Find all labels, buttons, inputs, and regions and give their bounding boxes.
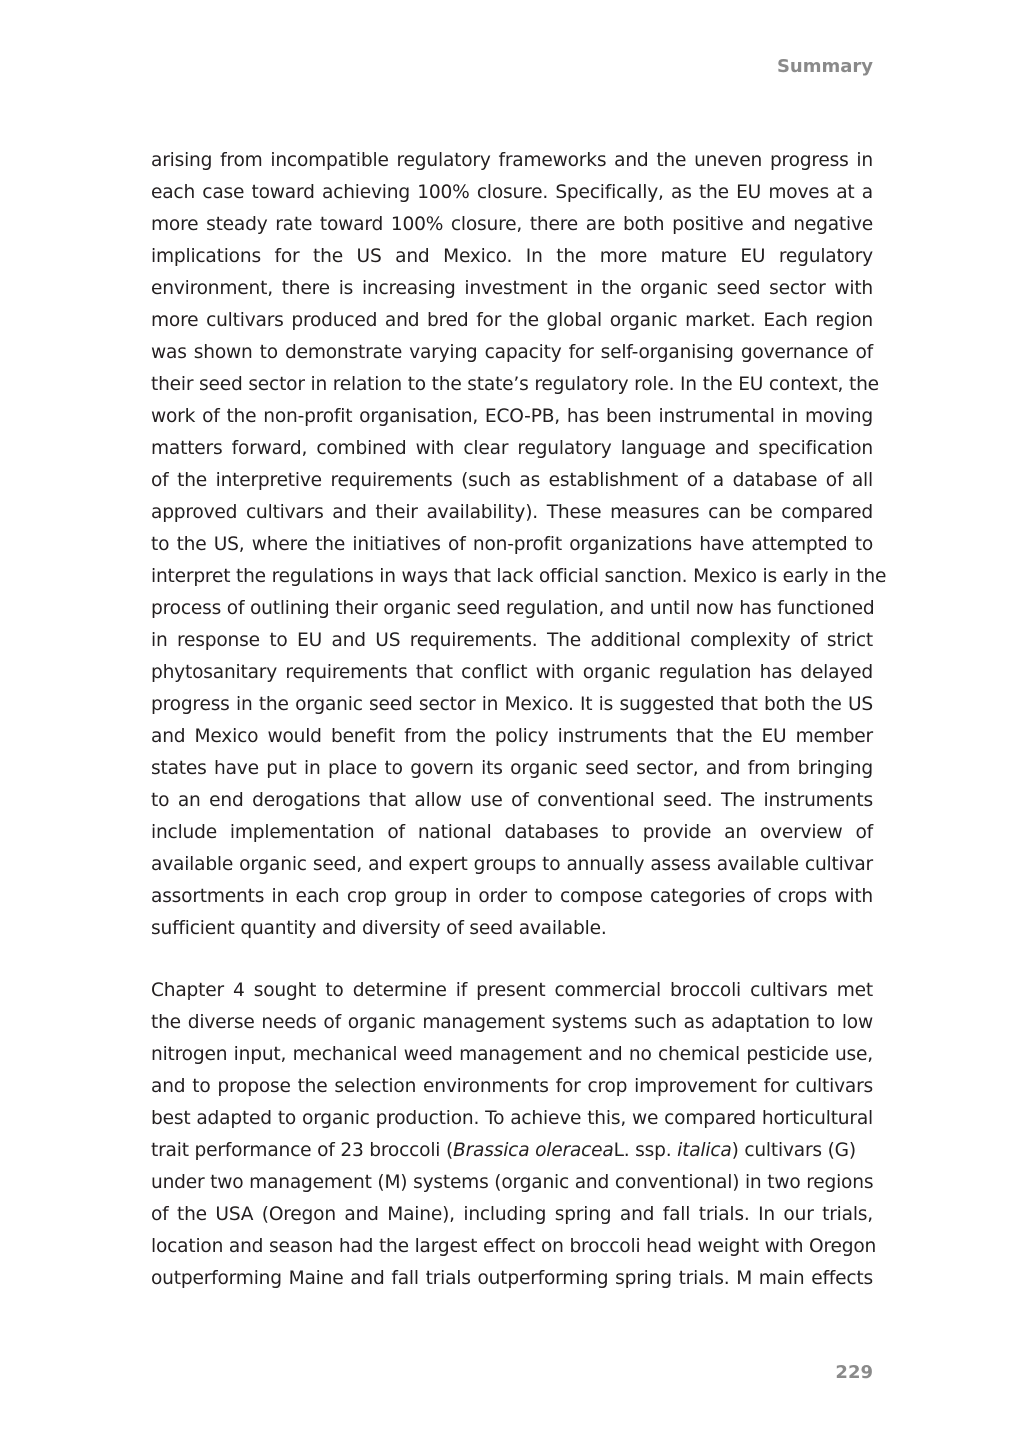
text-line: was shown to demonstrate varying capacity for self-organising governance of: [151, 342, 873, 363]
text-line: location and season had the largest effect on broccoli head weight with Oregon: [151, 1236, 877, 1257]
text-line: process of outlining their organic seed regulation, and until now has functioned: [151, 598, 875, 619]
paragraph-1: [151, 145, 887, 945]
text-line: interpret the regulations in ways that lack official sanction. Mexico is early in the: [151, 566, 887, 587]
text-line: and to propose the selection environments for crop improvement for cultivars: [151, 1076, 873, 1097]
text-line: arising from incompatible regulatory frameworks and the uneven progress in: [151, 150, 873, 171]
text-segment: L. ssp.: [613, 1140, 678, 1161]
text-line: nitrogen input, mechanical weed management and no chemical pesticide use,: [151, 1044, 873, 1065]
text-line: more cultivars produced and bred for the global organic market. Each region: [151, 310, 873, 331]
text-line: assortments in each crop group in order to compose categories of crops with: [151, 886, 873, 907]
text-line: more steady rate toward 100% closure, there are both positive and negative: [151, 214, 873, 235]
subspecies-name: italica: [677, 1140, 732, 1161]
text-line: progress in the organic seed sector in Mexico. It is suggested that both the US: [151, 694, 873, 715]
text-segment: ) cultivars (G): [731, 1140, 856, 1161]
text-line: environment, there is increasing investment in the organic seed sector with: [151, 278, 873, 299]
text-line: include implementation of national databases to provide an overview of: [151, 822, 873, 843]
text-line: outperforming Maine and fall trials outperforming spring trials. M main effects: [151, 1268, 873, 1289]
text-line: approved cultivars and their availability). These measures can be compared: [151, 502, 873, 523]
text-line: under two management (M) systems (organic and conventional) in two regions: [151, 1172, 874, 1193]
text-line-italic: [151, 1135, 873, 1167]
page-number: 229: [835, 1362, 873, 1383]
text-line: phytosanitary requirements that conflict with organic regulation has delayed: [151, 662, 873, 683]
text-line: states have put in place to govern its organic seed sector, and from bringing: [151, 758, 873, 779]
running-header: Summary: [776, 56, 873, 77]
text-line: matters forward, combined with clear regulatory language and specification: [151, 438, 873, 459]
text-line: Chapter 4 sought to determine if present commercial broccoli cultivars met: [151, 980, 873, 1001]
text-line: to an end derogations that allow use of conventional seed. The instruments: [151, 790, 873, 811]
text-line: to the US, where the initiatives of non-profit organizations have attempted to: [151, 534, 873, 555]
text-line: best adapted to organic production. To achieve this, we compared horticultural: [151, 1108, 873, 1129]
text-line: available organic seed, and expert groups to annually assess available cultivar: [151, 854, 873, 875]
text-line: and Mexico would benefit from the policy instruments that the EU member: [151, 726, 873, 747]
text-line: the diverse needs of organic management systems such as adaptation to low: [151, 1012, 873, 1033]
text-line: their seed sector in relation to the state’s regulatory role. In the EU context, the: [151, 374, 879, 395]
text-line: of the interpretive requirements (such as establishment of a database of all: [151, 470, 873, 491]
text-line: implications for the US and Mexico. In the more mature EU regulatory: [151, 246, 873, 267]
species-name: Brassica oleracea: [453, 1140, 614, 1161]
text-line: of the USA (Oregon and Maine), including spring and fall trials. In our trials,: [151, 1204, 873, 1225]
text-line: sufficient quantity and diversity of seed available.: [151, 918, 607, 939]
text-line: in response to EU and US requirements. The additional complexity of strict: [151, 630, 873, 651]
text-line: each case toward achieving 100% closure. Specifically, as the EU moves at a: [151, 182, 873, 203]
text-segment: trait performance of 23 broccoli (: [151, 1140, 454, 1161]
paragraph-2: [151, 975, 877, 1295]
text-line: work of the non-profit organisation, ECO-PB, has been instrumental in moving: [151, 406, 873, 427]
